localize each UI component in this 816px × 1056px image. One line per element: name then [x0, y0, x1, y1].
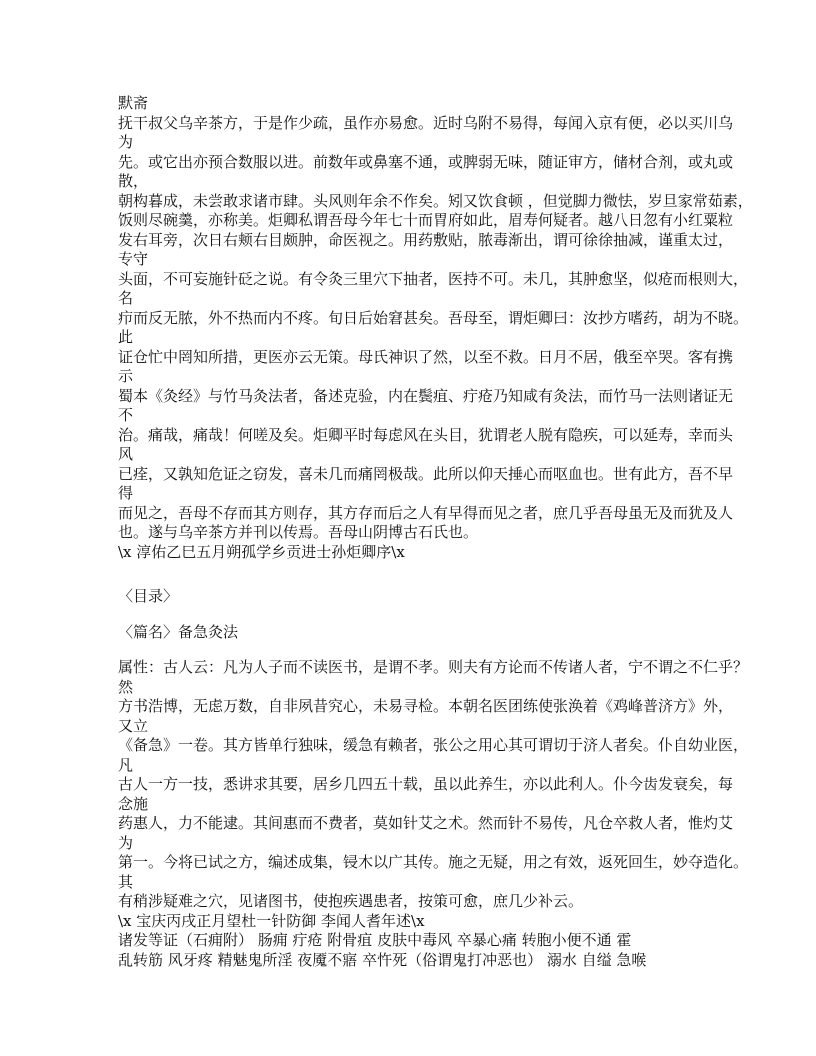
text-line: 头面，不可妄施针砭之说。有令灸三里穴下抽者，医持不可。未几，其肿愈坚，似疮而根则大，	[118, 269, 749, 288]
text-line: 古人一方一技，悉讲求其要，居乡几四五十载，虽以此养生，亦以此利人。仆今齿发衰矣，每	[118, 775, 734, 793]
text-line: 念施	[118, 794, 149, 813]
text-line: 乱转筋 风牙疼 精魅鬼所淫 夜魇不寤 卒忤死（俗谓鬼打冲恶也） 溺水 自缢 急喉	[118, 950, 647, 969]
text-line: 为	[118, 133, 134, 151]
text-line: 属性：古人云：凡为人子而不读医书，是谓不孝。则夫有方论而不传诸人者，宁不谓之不仁乎？	[118, 658, 749, 676]
text-line: 饭则尽碗羹，亦称美。炬卿私谓吾母今年七十而胃府如此，眉寿何疑者。越八日忽有小红粟粒	[118, 211, 734, 229]
text-line: 不	[118, 406, 134, 424]
text-line: 风	[118, 445, 134, 463]
text-line: 方书浩博，无虑万数，自非夙昔究心，未易寻检。本朝名医团练使张涣着《鸡峰普济方》外，	[118, 697, 734, 715]
text-line: 药惠人，力不能逮。其间惠而不费者，莫如针艾之术。然而针不易传，凡仓卒救人者，惟灼艾	[118, 814, 734, 832]
text-line: 已痊，又孰知危证之窃发，喜未几而痛罔极哉。此所以仰天捶心而呕血也。世有此方，吾不早	[118, 464, 734, 483]
chapter-title: 〈篇名〉备急灸法	[118, 622, 239, 641]
text-line: 疖而反无脓，外不热而内不疼。旬日后始窘甚矣。吾母至，谓炬卿曰：汝抄方嗜药，胡为不晓。	[118, 308, 749, 327]
document-page	[118, 94, 753, 970]
text-line: 证仓忙中罔知所措，更医亦云无策。母氏神识了然，以至不救。日月不居，俄至卒哭。客有携	[118, 347, 734, 366]
text-line: \x 宝庆丙戌正月望杜一针防御 李闻人耆年述\x	[118, 911, 425, 930]
text-line: 诸发等证（石痈附） 肠痈 疔疮 附骨疽 皮肤中毒风 卒暴心痛 转胞小便不通 霍	[118, 931, 632, 949]
text-line: 示	[118, 367, 134, 385]
text-line: 得	[118, 484, 134, 502]
text-line: 散，	[118, 172, 149, 190]
text-line: 又立	[118, 716, 149, 735]
text-line: 有稍涉疑难之穴，见诸图书，使抱疾遇患者，按策可愈，庶几少补云。	[118, 892, 584, 910]
text-line: 此	[118, 328, 134, 346]
text-line: 其	[118, 872, 134, 891]
preface-title: 默斋	[118, 94, 149, 112]
text-line: 凡	[118, 755, 134, 774]
text-line: 然	[118, 677, 134, 696]
text-line: 为	[118, 833, 134, 852]
text-line: \x 淳佑乙巳五月朔孤学乡贡进士孙炬卿序\x	[118, 542, 405, 561]
text-line: 第一。今将已试之方，编述成集，锓木以广其传。施之无疑，用之有效，返死回生，妙夺造化。	[118, 853, 749, 871]
text-line: 蜀本《灸经》与竹马灸法者，备述克验，内在鬓疽、疔疮乃知咸有灸法，而竹马一法则诸证无	[118, 386, 734, 405]
text-line: 抚干叔父乌辛茶方，于是作少疏，虽作亦易愈。近时乌附不易得，每闻入京有便，必以买川乌	[118, 113, 734, 132]
text-line: 也。遂与乌辛茶方并刊以传焉。吾母山阴博古石氏也。	[118, 523, 479, 541]
text-line: 专守	[118, 250, 149, 268]
text-line: 《备急》一卷。其方皆单行独味，缓急有赖者，张公之用心其可谓切于济人者矣。仆自幼业医，	[118, 736, 749, 754]
text-line: 朝构暮成，未尝敢求诸市肆。头风则年余不作矣。矧又饮食顿 ，但觉脚力微怯，岁旦家常茹素，	[118, 191, 753, 210]
text-line: 先。或它出亦预合数服以进。前数年或鼻塞不通，或脾弱无味，随证审方，储材合剂，或丸或	[118, 152, 734, 171]
text-line: 治。痛哉，痛哉！何嗟及矣。炬卿平时每虑风在头目，犹谓老人脱有隐疾，可以延寿，幸而头	[118, 425, 734, 444]
toc-label: 〈目录〉	[118, 587, 179, 605]
preface-text	[118, 113, 753, 563]
chapter-text	[118, 658, 749, 970]
text-line: 而见之，吾母不存而其方则存，其方存而后之人有早得而见之者，庶几乎吾母虽无及而犹及人	[118, 503, 734, 522]
text-line: 名	[118, 289, 134, 307]
text-line: 发右耳旁，次日右颊右目颇肿，命医视之。用药敷贴，脓毒渐出，谓可徐徐抽减，谨重太过，	[118, 230, 734, 249]
